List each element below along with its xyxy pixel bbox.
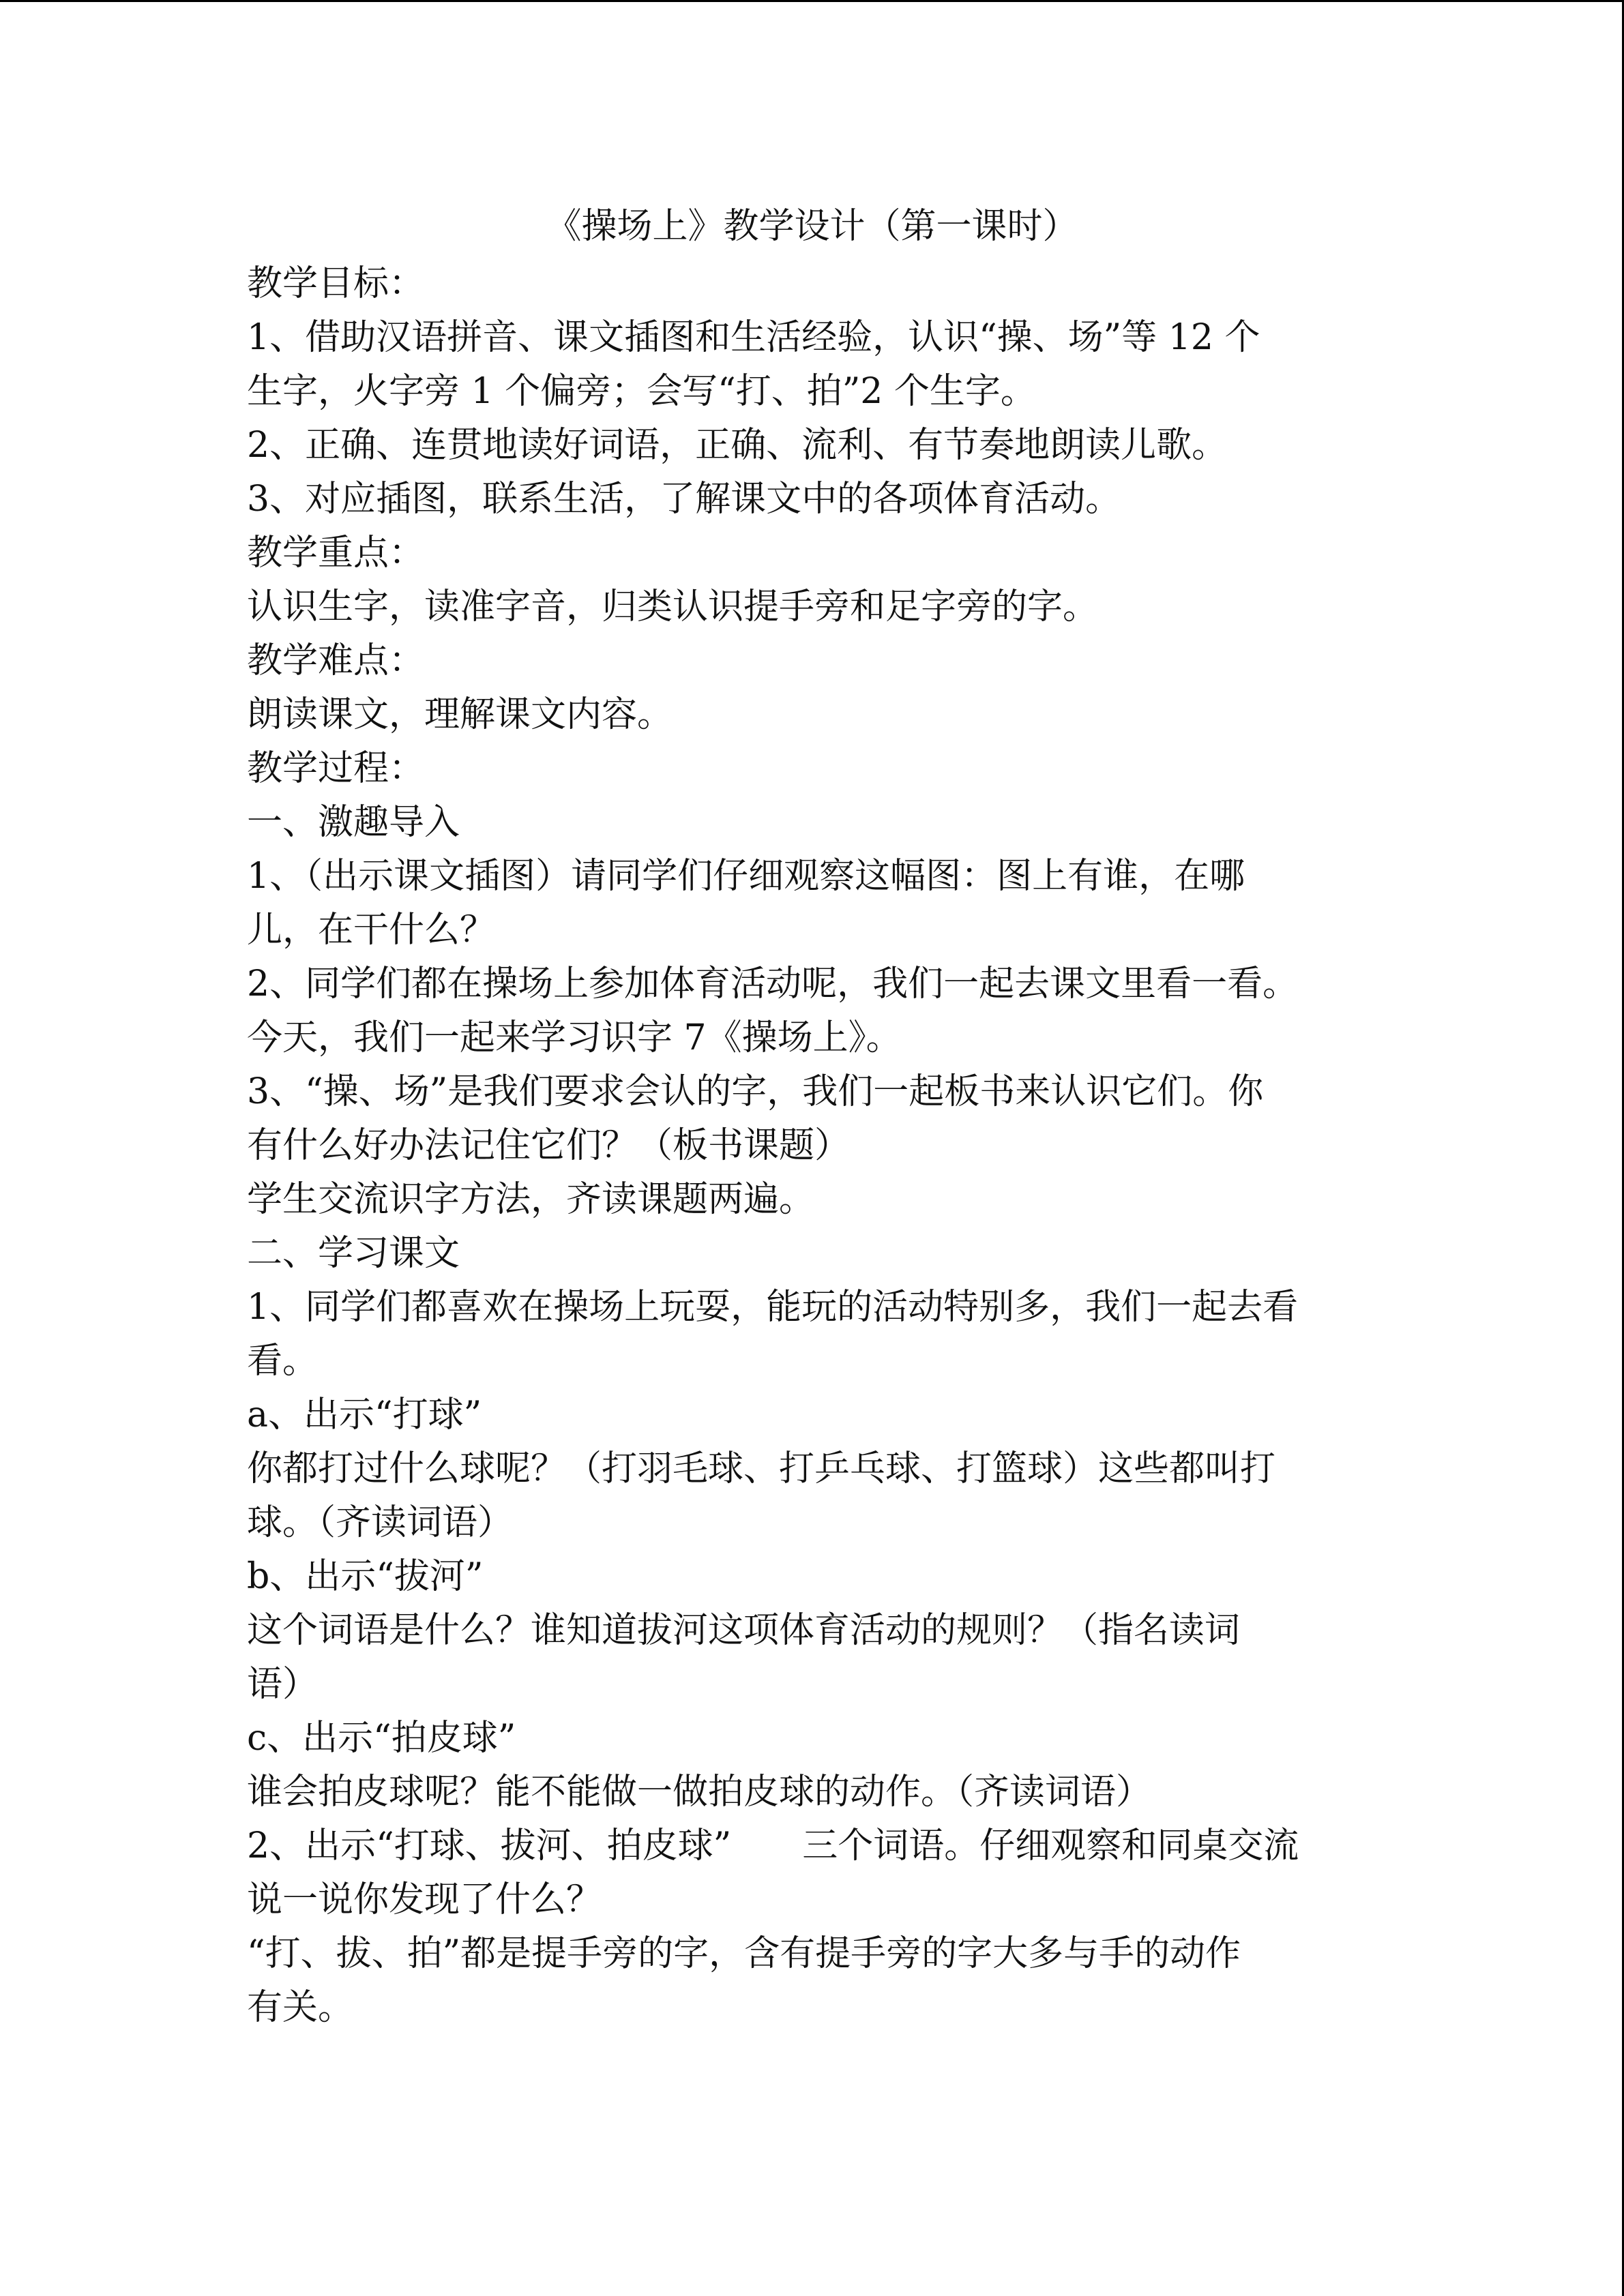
paragraph-line: 生字，火字旁 1 个偏旁；会写“打、拍”2 个生字。 <box>247 371 1036 412</box>
paragraph-line: 看。 <box>247 1341 319 1382</box>
paragraph-line: 学生交流识字方法，齐读课题两遍。 <box>247 1179 815 1220</box>
paragraph-line: 这个词语是什么？谁知道拔河这项体育活动的规则？（指名读词 <box>247 1610 1241 1651</box>
paragraph-line: 认识生字，读准字音，归类认识提手旁和足字旁的字。 <box>247 586 1099 627</box>
paragraph-line: c、出示“拍皮球” <box>247 1718 516 1759</box>
paragraph-line: 儿，在干什么？ <box>247 910 496 951</box>
section-heading-process: 教学过程： <box>247 748 425 789</box>
paragraph-line: 说一说你发现了什么？ <box>247 1879 602 1920</box>
paragraph-line: 2、正确、连贯地读好词语，正确、流利、有节奏地朗读儿歌。 <box>247 425 1228 466</box>
section-heading-difficulties: 教学难点： <box>247 640 425 681</box>
paragraph-line: 今天，我们一起来学习识字 7《操场上》。 <box>247 1017 902 1058</box>
paragraph-line: 1、同学们都喜欢在操场上玩耍，能玩的活动特别多，我们一起去看 <box>247 1287 1299 1328</box>
paragraph-line: 有什么好办法记住它们？（板书课题） <box>247 1125 851 1166</box>
paragraph-line: b、出示“拔河” <box>247 1556 484 1597</box>
paragraph-line: 1、借助汉语拼音、课文插图和生活经验，认识“操、场”等 12 个 <box>247 317 1260 358</box>
paragraph-line: 谁会拍皮球呢？能不能做一做拍皮球的动作。（齐读词语） <box>247 1772 1152 1813</box>
paragraph-line: 朗读课文，理解课文内容。 <box>247 694 673 735</box>
paragraph-line: 语） <box>247 1664 319 1705</box>
section-heading-objectives: 教学目标： <box>247 263 425 304</box>
document-body <box>247 257 1393 2035</box>
paragraph-line: 有关。 <box>247 1987 354 2028</box>
paragraph-line: 2、出示“打球、拔河、拍皮球” 三个词语。仔细观察和同桌交流 <box>247 1825 1299 1866</box>
paragraph-line: 1、（出示课文插图）请同学们仔细观察这幅图：图上有谁，在哪 <box>247 856 1245 897</box>
paragraph-line: a、出示“打球” <box>247 1395 482 1435</box>
paragraph-line: 3、对应插图，联系生活，了解课文中的各项体育活动。 <box>247 479 1121 520</box>
paragraph-line: “打、拔、拍”都是提手旁的字，含有提手旁的字大多与手的动作 <box>247 1933 1241 1974</box>
document-title: 《操场上》教学设计（第一课时） <box>546 206 1078 247</box>
subsection-heading: 一、激趣导入 <box>247 802 460 843</box>
subsection-heading: 二、学习课文 <box>247 1233 460 1274</box>
paragraph-line: 2、同学们都在操场上参加体育活动呢，我们一起去课文里看一看。 <box>247 964 1299 1004</box>
paragraph-line: 球。（齐读词语） <box>247 1502 514 1543</box>
paragraph-line: 你都打过什么球呢？（打羽毛球、打乒乓球、打篮球）这些都叫打 <box>247 1448 1276 1489</box>
paragraph-line: 3、“操、场”是我们要求会认的字，我们一起板书来认识它们。你 <box>247 1071 1264 1112</box>
section-heading-key-points: 教学重点： <box>247 533 425 573</box>
